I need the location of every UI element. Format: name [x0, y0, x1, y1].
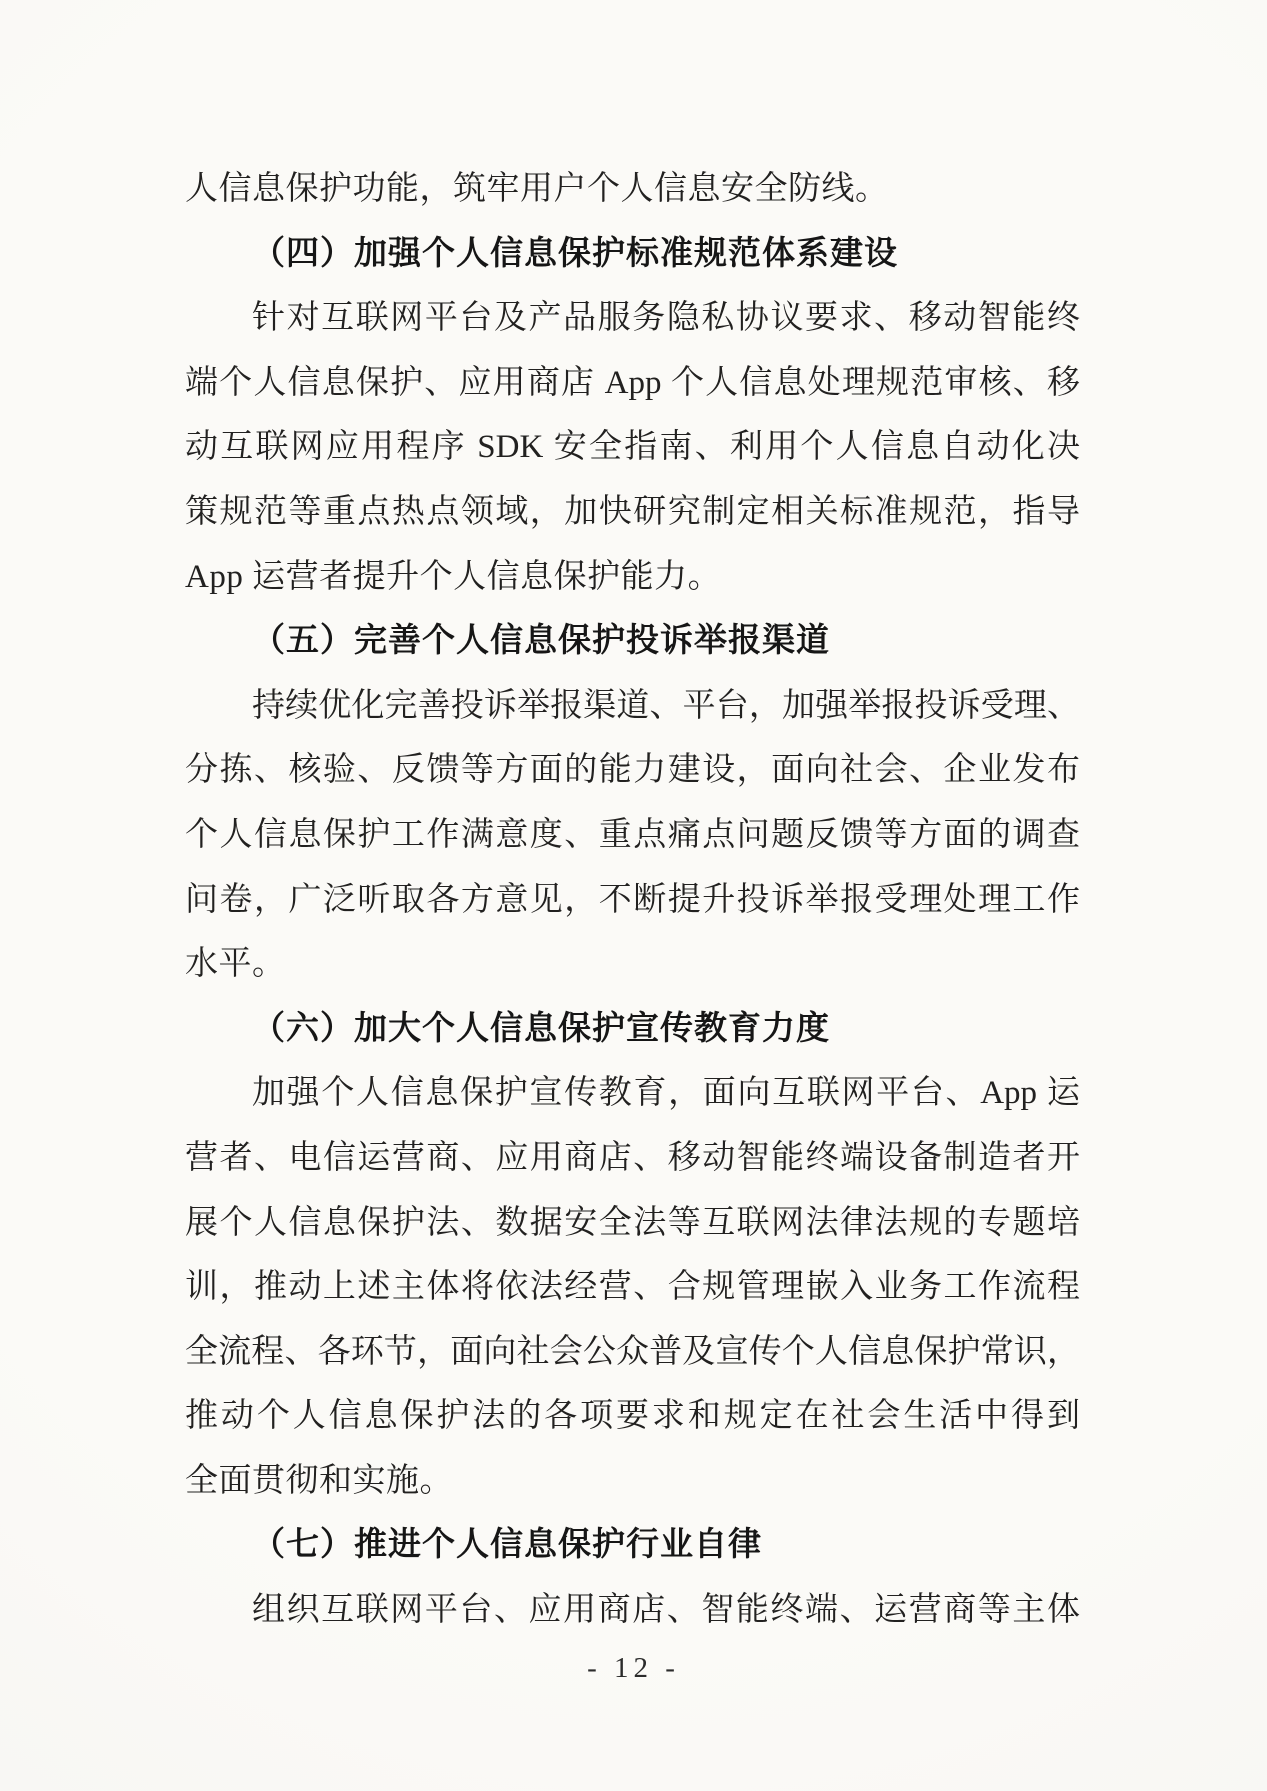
paragraph-line: 人信息保护功能，筑牢用户个人信息安全防线。	[185, 171, 889, 207]
paragraph-line: 加强个人信息保护宣传教育，面向互联网平台、App 运	[252, 1075, 1080, 1112]
paragraph-line: 端个人信息保护、应用商店 App 个人信息处理规范审核、移	[185, 364, 1080, 401]
paragraph-line: 展个人信息保护法、数据安全法等互联网法律法规的专题培	[185, 1204, 1080, 1241]
paragraph-line: 营者、电信运营商、应用商店、移动智能终端设备制造者开	[185, 1139, 1080, 1176]
section-heading-7: （七）推进个人信息保护行业自律	[252, 1527, 762, 1564]
paragraph-line: 分拣、核验、反馈等方面的能力建设，面向社会、企业发布	[185, 752, 1080, 789]
paragraph-line: 策规范等重点热点领域，加快研究制定相关标准规范，指导	[185, 493, 1080, 530]
paragraph-line: 动互联网应用程序 SDK 安全指南、利用个人信息自动化决	[185, 429, 1080, 466]
paragraph-line: App 运营者提升个人信息保护能力。	[185, 558, 722, 595]
section-heading-5: （五）完善个人信息保护投诉举报渠道	[252, 623, 830, 660]
paragraph-line: 持续优化完善投诉举报渠道、平台，加强举报投诉受理、	[252, 687, 1080, 724]
page-body-text	[185, 157, 1080, 1643]
page-number: - 12 -	[587, 1652, 680, 1684]
paragraph-line: 推动个人信息保护法的各项要求和规定在社会生活中得到	[185, 1398, 1080, 1435]
section-heading-6: （六）加大个人信息保护宣传教育力度	[252, 1010, 830, 1047]
paragraph-line: 全面贯彻和实施。	[185, 1462, 453, 1499]
paragraph-line: 问卷，广泛听取各方意见，不断提升投诉举报受理处理工作	[185, 881, 1080, 918]
paragraph-line: 个人信息保护工作满意度、重点痛点问题反馈等方面的调查	[185, 816, 1080, 853]
section-heading-4: （四）加强个人信息保护标准规范体系建设	[252, 235, 898, 272]
paragraph-line: 全流程、各环节，面向社会公众普及宣传个人信息保护常识，	[185, 1333, 1080, 1370]
paragraph-line: 组织互联网平台、应用商店、智能终端、运营商等主体	[252, 1592, 1080, 1629]
paragraph-line: 训，推动上述主体将依法经营、合规管理嵌入业务工作流程	[185, 1269, 1080, 1306]
paragraph-line: 水平。	[185, 946, 286, 983]
paragraph-line: 针对互联网平台及产品服务隐私协议要求、移动智能终	[252, 300, 1080, 337]
